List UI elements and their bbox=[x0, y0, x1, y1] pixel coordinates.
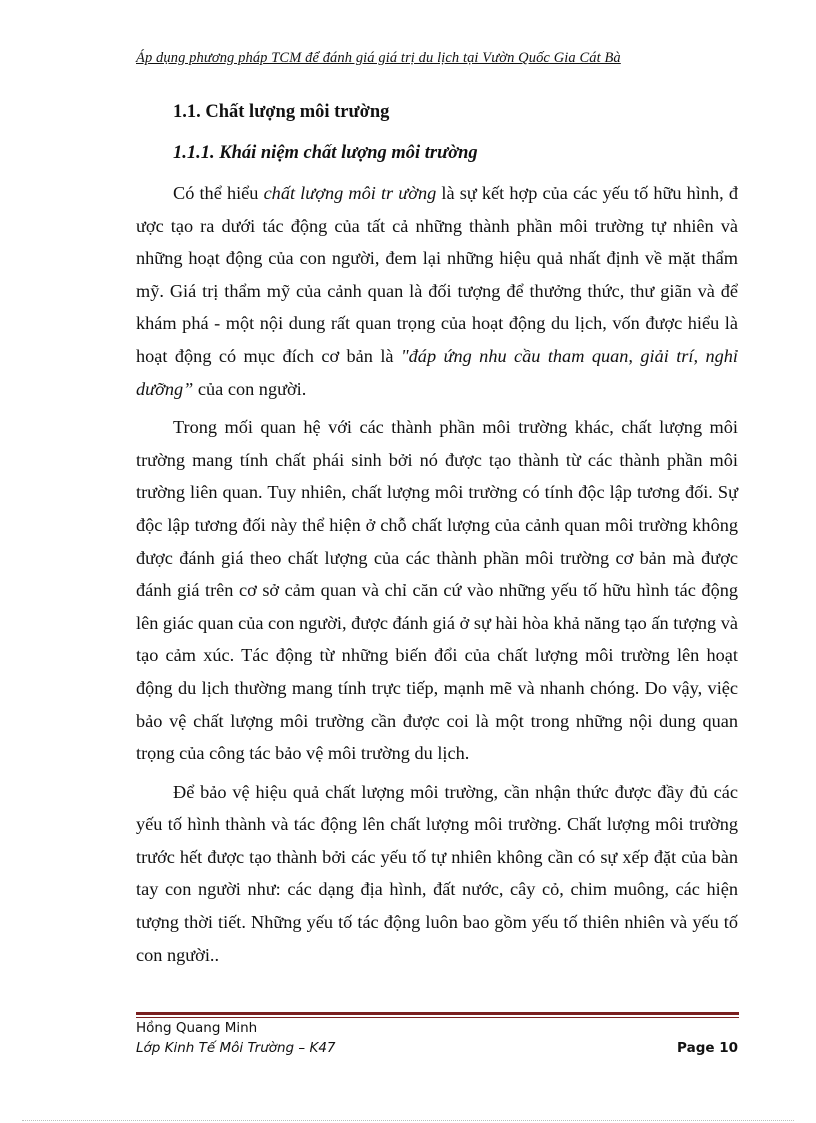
footer-rule-thin bbox=[136, 1017, 739, 1018]
footer-author: Hồng Quang Minh bbox=[136, 1020, 258, 1036]
paragraph-1-quote: "đáp ứng nhu cầu tham quan, giải trí, nghỉ dưỡng” bbox=[136, 345, 738, 399]
section-heading: 1.1. Chất lượng môi trường bbox=[173, 102, 390, 122]
body-text bbox=[136, 177, 738, 977]
paragraph-2: Trong mối quan hệ với các thành phần môi trường khác, chất lượng môi trường mang tính chất phái sinh bởi nó được tạo thành từ các thành phần môi trường liên quan. Tuy nhiên, chất lượng môi trường có tính độc lập tương đối. Sự độc lập tương đối này thể hiện ở chỗ chất lượng của cảnh quan môi trường không được đánh giá theo chất lượng của các thành phần môi trường cơ bản mà được đánh giá trên cơ sở cảm quan và chỉ căn cứ vào những yếu tố hữu hình tác động lên giác quan của con người, được đánh giá ở sự hài hòa khả năng tạo ấn tượng và tạo cảm xúc. Tác động từ những biến đổi của chất lượng môi trường lên hoạt động du lịch thường mang tính trực tiếp, mạnh mẽ và nhanh chóng. Do vậy, việc bảo vệ chất lượng môi trường cần được coi là một trong những nội dung quan trọng của công tác bảo vệ môi trường du lịch. bbox=[136, 417, 738, 764]
page-edge-divider bbox=[22, 1120, 794, 1121]
page-number: Page 10 bbox=[677, 1040, 738, 1056]
footer-class: Lớp Kinh Tế Môi Trường – K47 bbox=[136, 1040, 336, 1056]
subsection-heading: 1.1.1. Khái niệm chất lượng môi trường bbox=[173, 143, 478, 163]
paragraph-1-term: chất lượng môi tr ường bbox=[263, 183, 437, 203]
paragraph-1-middle: là sự kết hợp của các yếu tố hữu hình, đ ược tạo ra dưới tác động của tất cả những thành phần môi trường tự nhiên và những hoạt động của con người, đem lại những hiệu quả nhất định về mặt thẩm mỹ. Giá trị thẩm mỹ của cảnh quan là đối tượng để thưởng thức, thư giãn và để khám phá - một nội dung rất quan trọng của hoạt động du lịch, vốn được hiểu là hoạt động có mục đích cơ bản là bbox=[136, 183, 739, 366]
paragraph-1-start: Có thể hiểu bbox=[173, 183, 264, 203]
paragraph-1 bbox=[136, 177, 738, 405]
paragraph-3: Để bảo vệ hiệu quả chất lượng môi trường, cần nhận thức được đầy đủ các yếu tố hình thành và tác động lên chất lượng môi trường. Chất lượng môi trường trước hết được tạo thành bởi các yếu tố tự nhiên không cần có sự xếp đặt của bàn tay con người như: các dạng địa hình, đất nước, cây cỏ, chim muông, các hiện tượng thời tiết. Những yếu tố tác động luôn bao gồm yếu tố thiên nhiên và yếu tố con người.. bbox=[136, 781, 738, 965]
footer-rule-thick bbox=[136, 1012, 739, 1015]
running-header: Áp dụng phương pháp TCM để đánh giá giá trị du lịch tại Vườn Quốc Gia Cát Bà bbox=[136, 50, 621, 66]
paragraph-1-end: của con người. bbox=[193, 378, 307, 399]
